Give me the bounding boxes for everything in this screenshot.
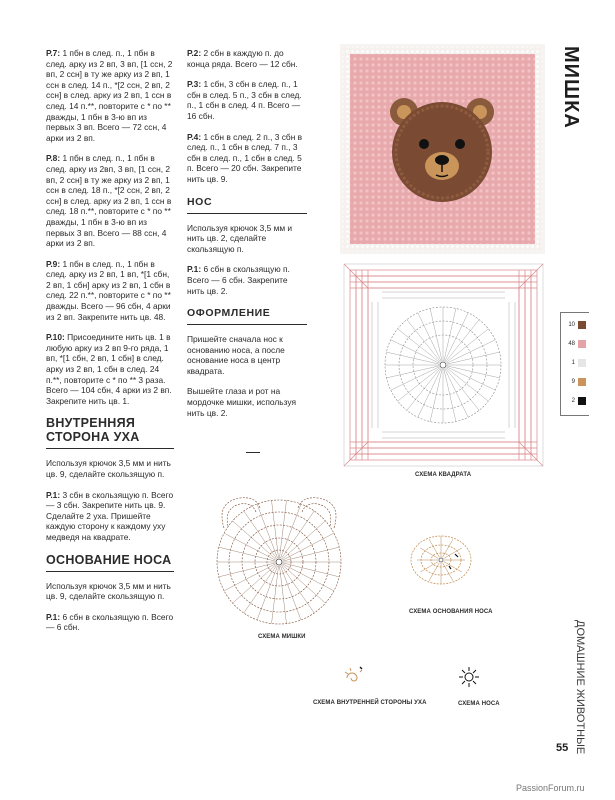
inner-ear-row-1: Р.1: 3 сбн в скользящую п. Всего — 3 сбн. Закрепите нить цв. 9. Сделайте 2 уха. Пришейте каждую сторону к каждому уху медведя на квадрате. — [46, 489, 174, 542]
inner-ear-scheme-diagram — [340, 664, 368, 692]
color-swatch — [578, 397, 586, 405]
bear-scheme-caption: СХЕМА МИШКИ — [258, 634, 306, 640]
pattern-row-9: Р.9: 1 пбн в след. п., 1 пбн в след. арку из 2 вп, 1 вп, *[1 сбн, 2 вп, 1 сбн] арку из 2 вп, 1 сбн в след. 22 п.**, повторите с * по ** дважды. Всего — 96 сбн, 4 арки из 2 вп. Закрепите нить цв. 48. — [46, 258, 171, 322]
inner-ear-heading: ВНУТРЕННЯЯ СТОРОНА УХА — [46, 416, 174, 449]
nose-base-intro: Используя крючок 3,5 мм и нить цв. 9, сделайте скользящую п. — [46, 580, 171, 602]
nose-intro: Используя крючок 3,5 мм и нить цв. 2, сделайте скользящую п. — [187, 222, 293, 254]
finishing-heading: ОФОРМЛЕНИЕ — [187, 306, 307, 325]
inner-ear-intro: Используя крючок 3,5 мм и нить цв. 9, сделайте скользящую п. — [46, 458, 171, 479]
nose-scheme-diagram — [454, 662, 484, 692]
pattern-row-7: Р.7: 1 пбн в след. п., 1 пбн в след. арку из 2 вп, 3 вп, [1 ссн, 2 вп, 2 ссн] в ту же арку из 2 вп, 1 ссн в след. 14 п., *[2 ссн, 2 вп, 2 ссн] в след. арку из 2 вп, 1 ссн в след. 14 п.**, повторите с * по ** дважды, 1 пбн в 3-ю вп из первых 3 вп. Всего — 72 ссн, 4 арки из 2 вп. — [46, 48, 173, 143]
square-scheme-caption: СХЕМА КВАДРАТА — [415, 472, 472, 478]
section-label: ДОМАШНИЕ ЖИВОТНЫЕ — [574, 620, 586, 755]
finishing-text-1: Пришейте сначала нос к основанию носа, а после основание носа в центр квадрата. — [187, 334, 285, 376]
finishing-text-2: Вышейте глаза и рот на мордочке мишки, используя нить цв. 2. — [187, 386, 296, 418]
legend-item: 48 — [564, 340, 588, 350]
nose-base-heading: ОСНОВАНИЕ НОСА — [46, 553, 174, 572]
page-title: МИШКА — [560, 46, 582, 129]
middle-column — [187, 48, 307, 428]
nose-row-1: Р.1: 6 сбн в скользящую п. Всего — 6 сбн. Закрепите нить цв. 2. — [187, 264, 290, 296]
pattern-row-8: Р.8: 1 пбн в след. п., 1 пбн в след. арку из 2вп, 3 вп, [1 ссн, 2 вп, 2 ссн] в ту же арку из 2 вп, 1 ссн в след. 18 п., *[2 ссн, 2 вп, 2 ссн] в след. арку из 2 вп, 1 ссн в след. 18 п.**, повторите с * по ** дважды, 1 пбн в 3-ю вп из первых 3 вп. Всего — 88 ссн, 4 арки из 2 вп. — [46, 153, 172, 249]
nose-scheme-caption: СХЕМА НОСА — [458, 701, 500, 707]
color-swatch — [578, 340, 586, 348]
legend-item: 9 — [564, 378, 588, 388]
legend-item: 10 — [564, 321, 588, 331]
page-number: 55 — [556, 742, 569, 754]
left-column — [46, 48, 174, 643]
inner-ear-scheme-caption: СХЕМА ВНУТРЕННЕЙ СТОРОНЫ УХА — [313, 700, 427, 706]
nose-heading: НОС — [187, 195, 307, 214]
pattern-row-2: Р.2: 2 сбн в каждую п. до конца ряда. Всего — 12 сбн. — [187, 48, 298, 69]
color-legend — [560, 312, 589, 416]
color-swatch — [578, 359, 586, 367]
color-swatch — [578, 321, 586, 329]
pattern-row-3: Р.3: 1 сбн, 3 сбн в след. п., 1 сбн в след. 5 п., 3 сбн в след. п., 1 сбн в след. 4 п. Всего — 16 сбн. — [187, 79, 302, 121]
color-swatch — [578, 378, 586, 386]
legend-item: 1 — [564, 359, 588, 369]
pattern-row-10: Р.10: Присоедините нить цв. 1 в любую арку из 2 вп 9-го ряда, 1 вп, *[1 сбн, 2 вп, 1 сбн] в след. арку из 2 вп, 1 сбн в след. 24 п.**, повторите с * по ** 3 раза. Всего — 104 сбн, 4 арки из 2 вп. Закрепите нить цв. 1. — [46, 332, 172, 406]
nose-base-scheme-diagram — [403, 522, 479, 592]
legend-item: 2 — [564, 397, 588, 407]
bear-scheme-diagram — [206, 488, 352, 630]
section-end-rule — [246, 452, 260, 453]
pattern-row-4: Р.4: 1 сбн в след. 2 п., 3 сбн в след. п., 1 сбн в след. 7 п., 3 сбн в след. п., 1 сбн в след. 5 п. Всего — 20 сбн. Закрепите нить цв. 9. — [187, 131, 303, 184]
nose-base-scheme-caption: СХЕМА ОСНОВАНИЯ НОСА — [409, 609, 493, 615]
watermark-text: PassionForum.ru — [516, 783, 585, 793]
rows-7-10 — [46, 48, 174, 406]
bear-square-photo — [340, 44, 545, 254]
square-scheme-diagram — [342, 262, 545, 468]
nose-base-row-1: Р.1: 6 сбн в скользящую п. Всего — 6 сбн. — [46, 611, 174, 633]
